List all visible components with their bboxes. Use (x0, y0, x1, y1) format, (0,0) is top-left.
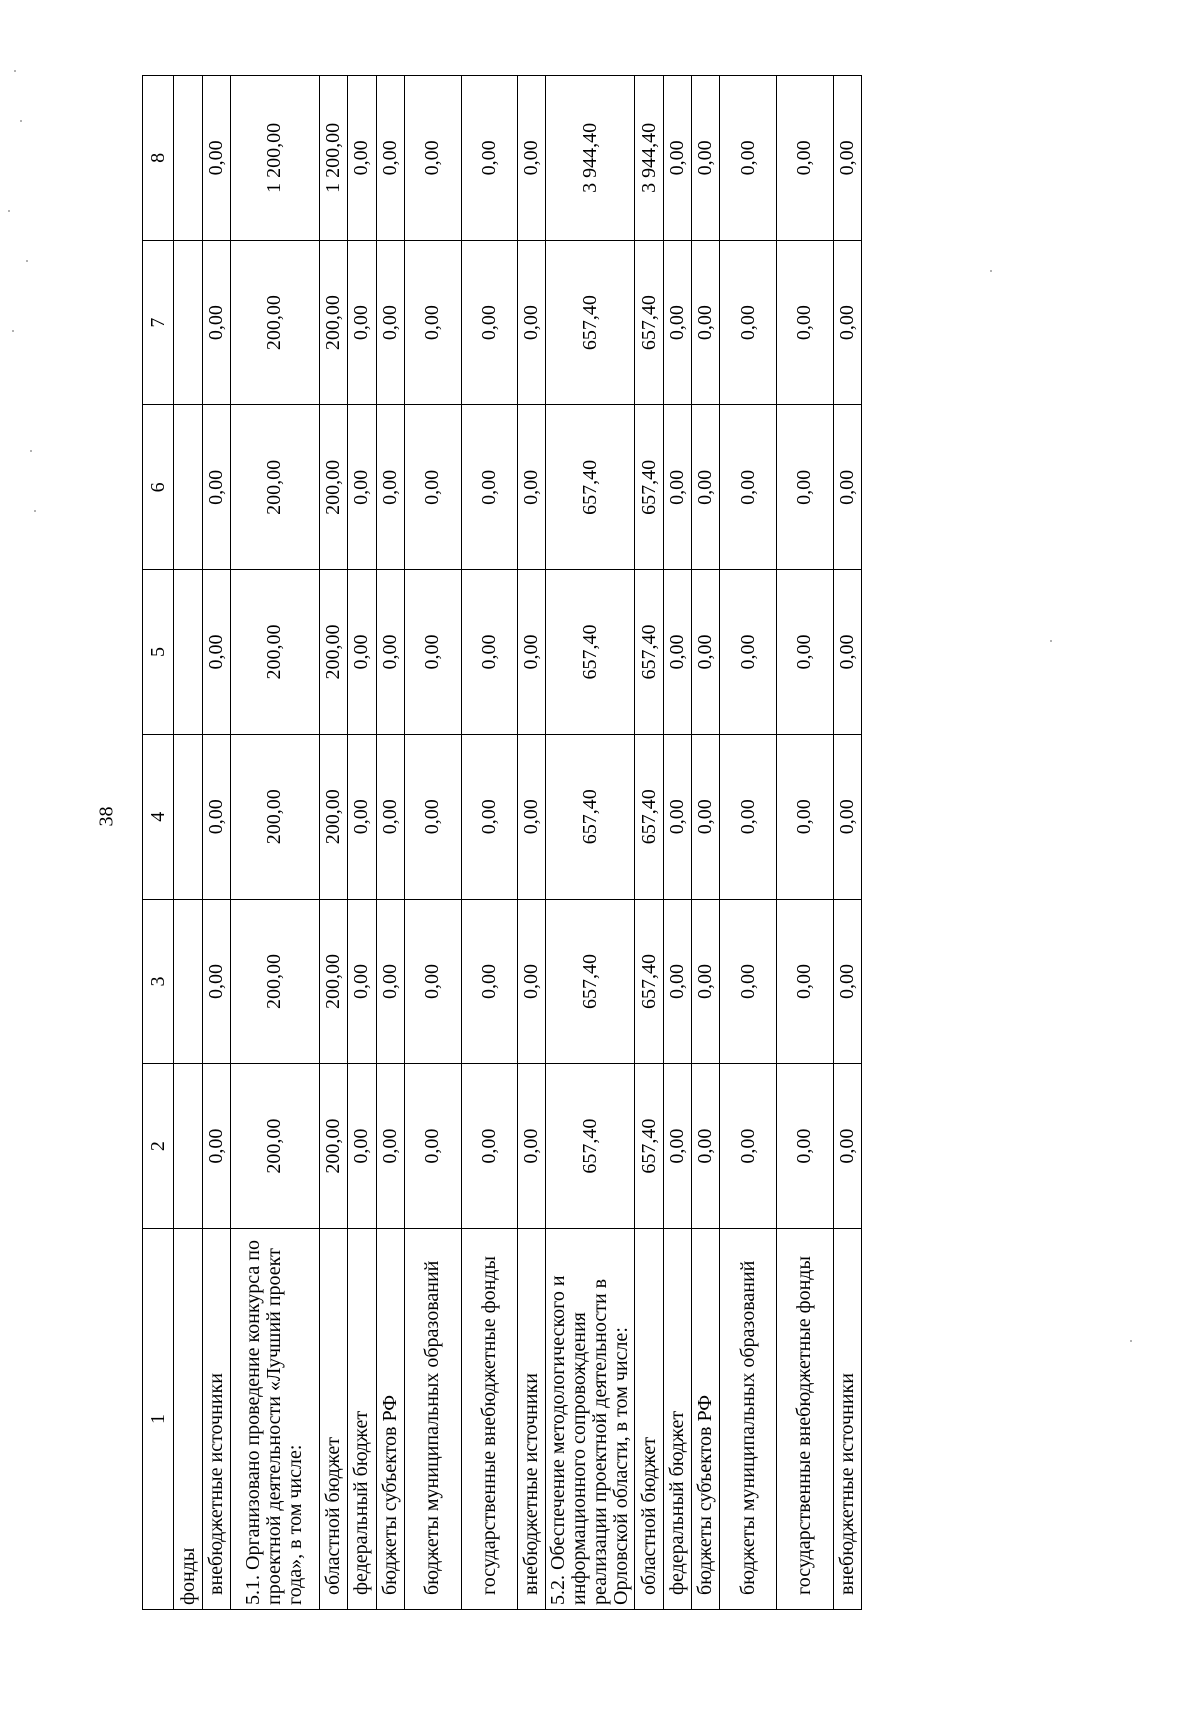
value-cell: 657,40 (635, 405, 663, 570)
value-cell: 0,00 (833, 570, 861, 735)
value-cell: 657,40 (635, 734, 663, 899)
value-cell: 0,00 (833, 734, 861, 899)
rotated-table-wrapper (142, 75, 862, 1610)
value-cell: 200,00 (230, 570, 319, 735)
value-cell: 0,00 (404, 1064, 461, 1229)
scan-speck (8, 210, 10, 212)
row-label: государственные внебюджетные фонды (777, 1229, 834, 1610)
row-label: федеральный бюджет (663, 1229, 691, 1610)
value-cell: 657,40 (546, 570, 635, 735)
value-cell (174, 734, 202, 899)
value-cell: 3 944,40 (546, 76, 635, 241)
table-row (230, 76, 319, 1610)
value-cell: 0,00 (376, 1064, 404, 1229)
table-row (348, 76, 376, 1610)
value-cell: 0,00 (376, 405, 404, 570)
value-cell: 0,00 (202, 405, 230, 570)
value-cell: 0,00 (777, 405, 834, 570)
value-cell: 0,00 (777, 570, 834, 735)
table-row (833, 76, 861, 1610)
value-cell: 657,40 (546, 1064, 635, 1229)
table-row (174, 76, 202, 1610)
header-row (143, 76, 174, 1610)
value-cell: 0,00 (202, 76, 230, 241)
value-cell: 0,00 (518, 734, 546, 899)
value-cell: 0,00 (720, 899, 777, 1064)
value-cell: 200,00 (230, 240, 319, 405)
value-cell (174, 899, 202, 1064)
table-row (376, 76, 404, 1610)
value-cell: 0,00 (376, 899, 404, 1064)
scan-speck (990, 270, 992, 272)
value-cell: 0,00 (833, 1064, 861, 1229)
value-cell: 0,00 (461, 734, 518, 899)
table-row (546, 76, 635, 1610)
scan-speck (14, 70, 16, 72)
value-cell: 0,00 (720, 240, 777, 405)
table-row (404, 76, 461, 1610)
page-number: 38 (95, 806, 118, 827)
value-cell: 0,00 (348, 570, 376, 735)
row-label: внебюджетные источники (833, 1229, 861, 1610)
table-row (518, 76, 546, 1610)
value-cell: 0,00 (404, 405, 461, 570)
value-cell: 0,00 (518, 1064, 546, 1229)
row-label: 5.2. Обеспечение методологического и информационного сопровождения реализации проектной деятельности в Орловской области, в том числе: (546, 1229, 635, 1610)
table-row (692, 76, 720, 1610)
value-cell: 200,00 (319, 405, 347, 570)
row-label: областной бюджет (319, 1229, 347, 1610)
value-cell: 0,00 (348, 734, 376, 899)
value-cell: 1 200,00 (230, 76, 319, 241)
value-cell: 200,00 (319, 734, 347, 899)
value-cell: 0,00 (663, 405, 691, 570)
value-cell: 0,00 (663, 734, 691, 899)
value-cell: 0,00 (376, 734, 404, 899)
value-cell: 0,00 (404, 734, 461, 899)
value-cell: 657,40 (635, 1064, 663, 1229)
value-cell: 0,00 (720, 734, 777, 899)
value-cell: 0,00 (202, 240, 230, 405)
value-cell: 0,00 (833, 899, 861, 1064)
row-label: внебюджетные источники (202, 1229, 230, 1610)
value-cell: 0,00 (692, 899, 720, 1064)
value-cell: 0,00 (202, 734, 230, 899)
value-cell: 1 200,00 (319, 76, 347, 241)
value-cell: 0,00 (376, 570, 404, 735)
value-cell: 0,00 (202, 570, 230, 735)
value-cell: 657,40 (546, 240, 635, 405)
value-cell: 0,00 (518, 570, 546, 735)
value-cell: 0,00 (692, 405, 720, 570)
value-cell: 0,00 (663, 899, 691, 1064)
scan-speck (26, 260, 28, 262)
table-body (143, 76, 862, 1610)
value-cell: 0,00 (404, 240, 461, 405)
scan-speck (30, 450, 32, 452)
value-cell: 0,00 (518, 76, 546, 241)
value-cell: 0,00 (404, 899, 461, 1064)
value-cell: 0,00 (692, 734, 720, 899)
value-cell: 200,00 (230, 405, 319, 570)
value-cell: 0,00 (692, 570, 720, 735)
value-cell: 200,00 (319, 1064, 347, 1229)
value-cell: 0,00 (404, 76, 461, 241)
value-cell: 0,00 (663, 570, 691, 735)
row-label: бюджеты субъектов РФ (376, 1229, 404, 1610)
column-header: 7 (143, 240, 174, 405)
value-cell: 657,40 (546, 734, 635, 899)
value-cell: 657,40 (635, 899, 663, 1064)
value-cell: 0,00 (663, 76, 691, 241)
column-header: 1 (143, 1229, 174, 1610)
table-row (461, 76, 518, 1610)
value-cell: 0,00 (348, 240, 376, 405)
value-cell: 0,00 (777, 76, 834, 241)
value-cell (174, 570, 202, 735)
table-row (202, 76, 230, 1610)
value-cell: 0,00 (348, 1064, 376, 1229)
value-cell: 0,00 (833, 76, 861, 241)
value-cell: 0,00 (663, 240, 691, 405)
value-cell: 0,00 (518, 899, 546, 1064)
row-label: внебюджетные источники (518, 1229, 546, 1610)
value-cell: 0,00 (720, 1064, 777, 1229)
column-header: 5 (143, 570, 174, 735)
row-label: государственные внебюджетные фонды (461, 1229, 518, 1610)
value-cell: 200,00 (230, 1064, 319, 1229)
value-cell: 0,00 (833, 240, 861, 405)
value-cell: 0,00 (692, 240, 720, 405)
value-cell: 3 944,40 (635, 76, 663, 241)
row-label: бюджеты субъектов РФ (692, 1229, 720, 1610)
value-cell (174, 240, 202, 405)
value-cell: 0,00 (348, 405, 376, 570)
scan-speck (1130, 1340, 1132, 1342)
value-cell: 0,00 (720, 76, 777, 241)
table-row (720, 76, 777, 1610)
row-label: 5.1. Организовано проведение конкурса по проектной деятельности «Лучший проект года», в том числе: (230, 1229, 319, 1610)
value-cell: 0,00 (518, 405, 546, 570)
row-label: федеральный бюджет (348, 1229, 376, 1610)
table-row (777, 76, 834, 1610)
column-header: 8 (143, 76, 174, 241)
value-cell: 0,00 (777, 1064, 834, 1229)
value-cell: 0,00 (777, 240, 834, 405)
value-cell: 0,00 (376, 76, 404, 241)
value-cell: 200,00 (230, 899, 319, 1064)
value-cell: 0,00 (376, 240, 404, 405)
row-label: бюджеты муниципальных образований (404, 1229, 461, 1610)
value-cell: 657,40 (635, 570, 663, 735)
value-cell: 0,00 (348, 899, 376, 1064)
value-cell: 0,00 (404, 570, 461, 735)
value-cell: 657,40 (546, 405, 635, 570)
column-header: 6 (143, 405, 174, 570)
value-cell: 0,00 (202, 899, 230, 1064)
value-cell: 0,00 (461, 405, 518, 570)
value-cell: 0,00 (461, 899, 518, 1064)
table-row (635, 76, 663, 1610)
value-cell: 0,00 (663, 1064, 691, 1229)
value-cell: 0,00 (348, 76, 376, 241)
value-cell: 0,00 (461, 570, 518, 735)
value-cell (174, 1064, 202, 1229)
row-label: фонды (174, 1229, 202, 1610)
value-cell: 0,00 (461, 1064, 518, 1229)
row-label: бюджеты муниципальных образований (720, 1229, 777, 1610)
table-row (663, 76, 691, 1610)
value-cell: 0,00 (720, 570, 777, 735)
column-header: 4 (143, 734, 174, 899)
value-cell: 0,00 (777, 899, 834, 1064)
value-cell (174, 76, 202, 241)
scan-speck (34, 510, 36, 512)
value-cell: 200,00 (230, 734, 319, 899)
value-cell: 0,00 (692, 1064, 720, 1229)
value-cell: 0,00 (461, 240, 518, 405)
scan-speck (12, 330, 14, 332)
scan-speck (1050, 640, 1052, 642)
value-cell: 0,00 (777, 734, 834, 899)
column-header: 2 (143, 1064, 174, 1229)
value-cell (174, 405, 202, 570)
budget-table (142, 75, 862, 1610)
value-cell: 200,00 (319, 240, 347, 405)
value-cell: 0,00 (518, 240, 546, 405)
value-cell: 0,00 (720, 405, 777, 570)
value-cell: 200,00 (319, 570, 347, 735)
value-cell: 657,40 (635, 240, 663, 405)
value-cell: 0,00 (833, 405, 861, 570)
row-label: областной бюджет (635, 1229, 663, 1610)
value-cell: 657,40 (546, 899, 635, 1064)
table-row (319, 76, 347, 1610)
value-cell: 0,00 (461, 76, 518, 241)
value-cell: 200,00 (319, 899, 347, 1064)
value-cell: 0,00 (202, 1064, 230, 1229)
value-cell: 0,00 (692, 76, 720, 241)
scan-speck (20, 120, 22, 122)
column-header: 3 (143, 899, 174, 1064)
